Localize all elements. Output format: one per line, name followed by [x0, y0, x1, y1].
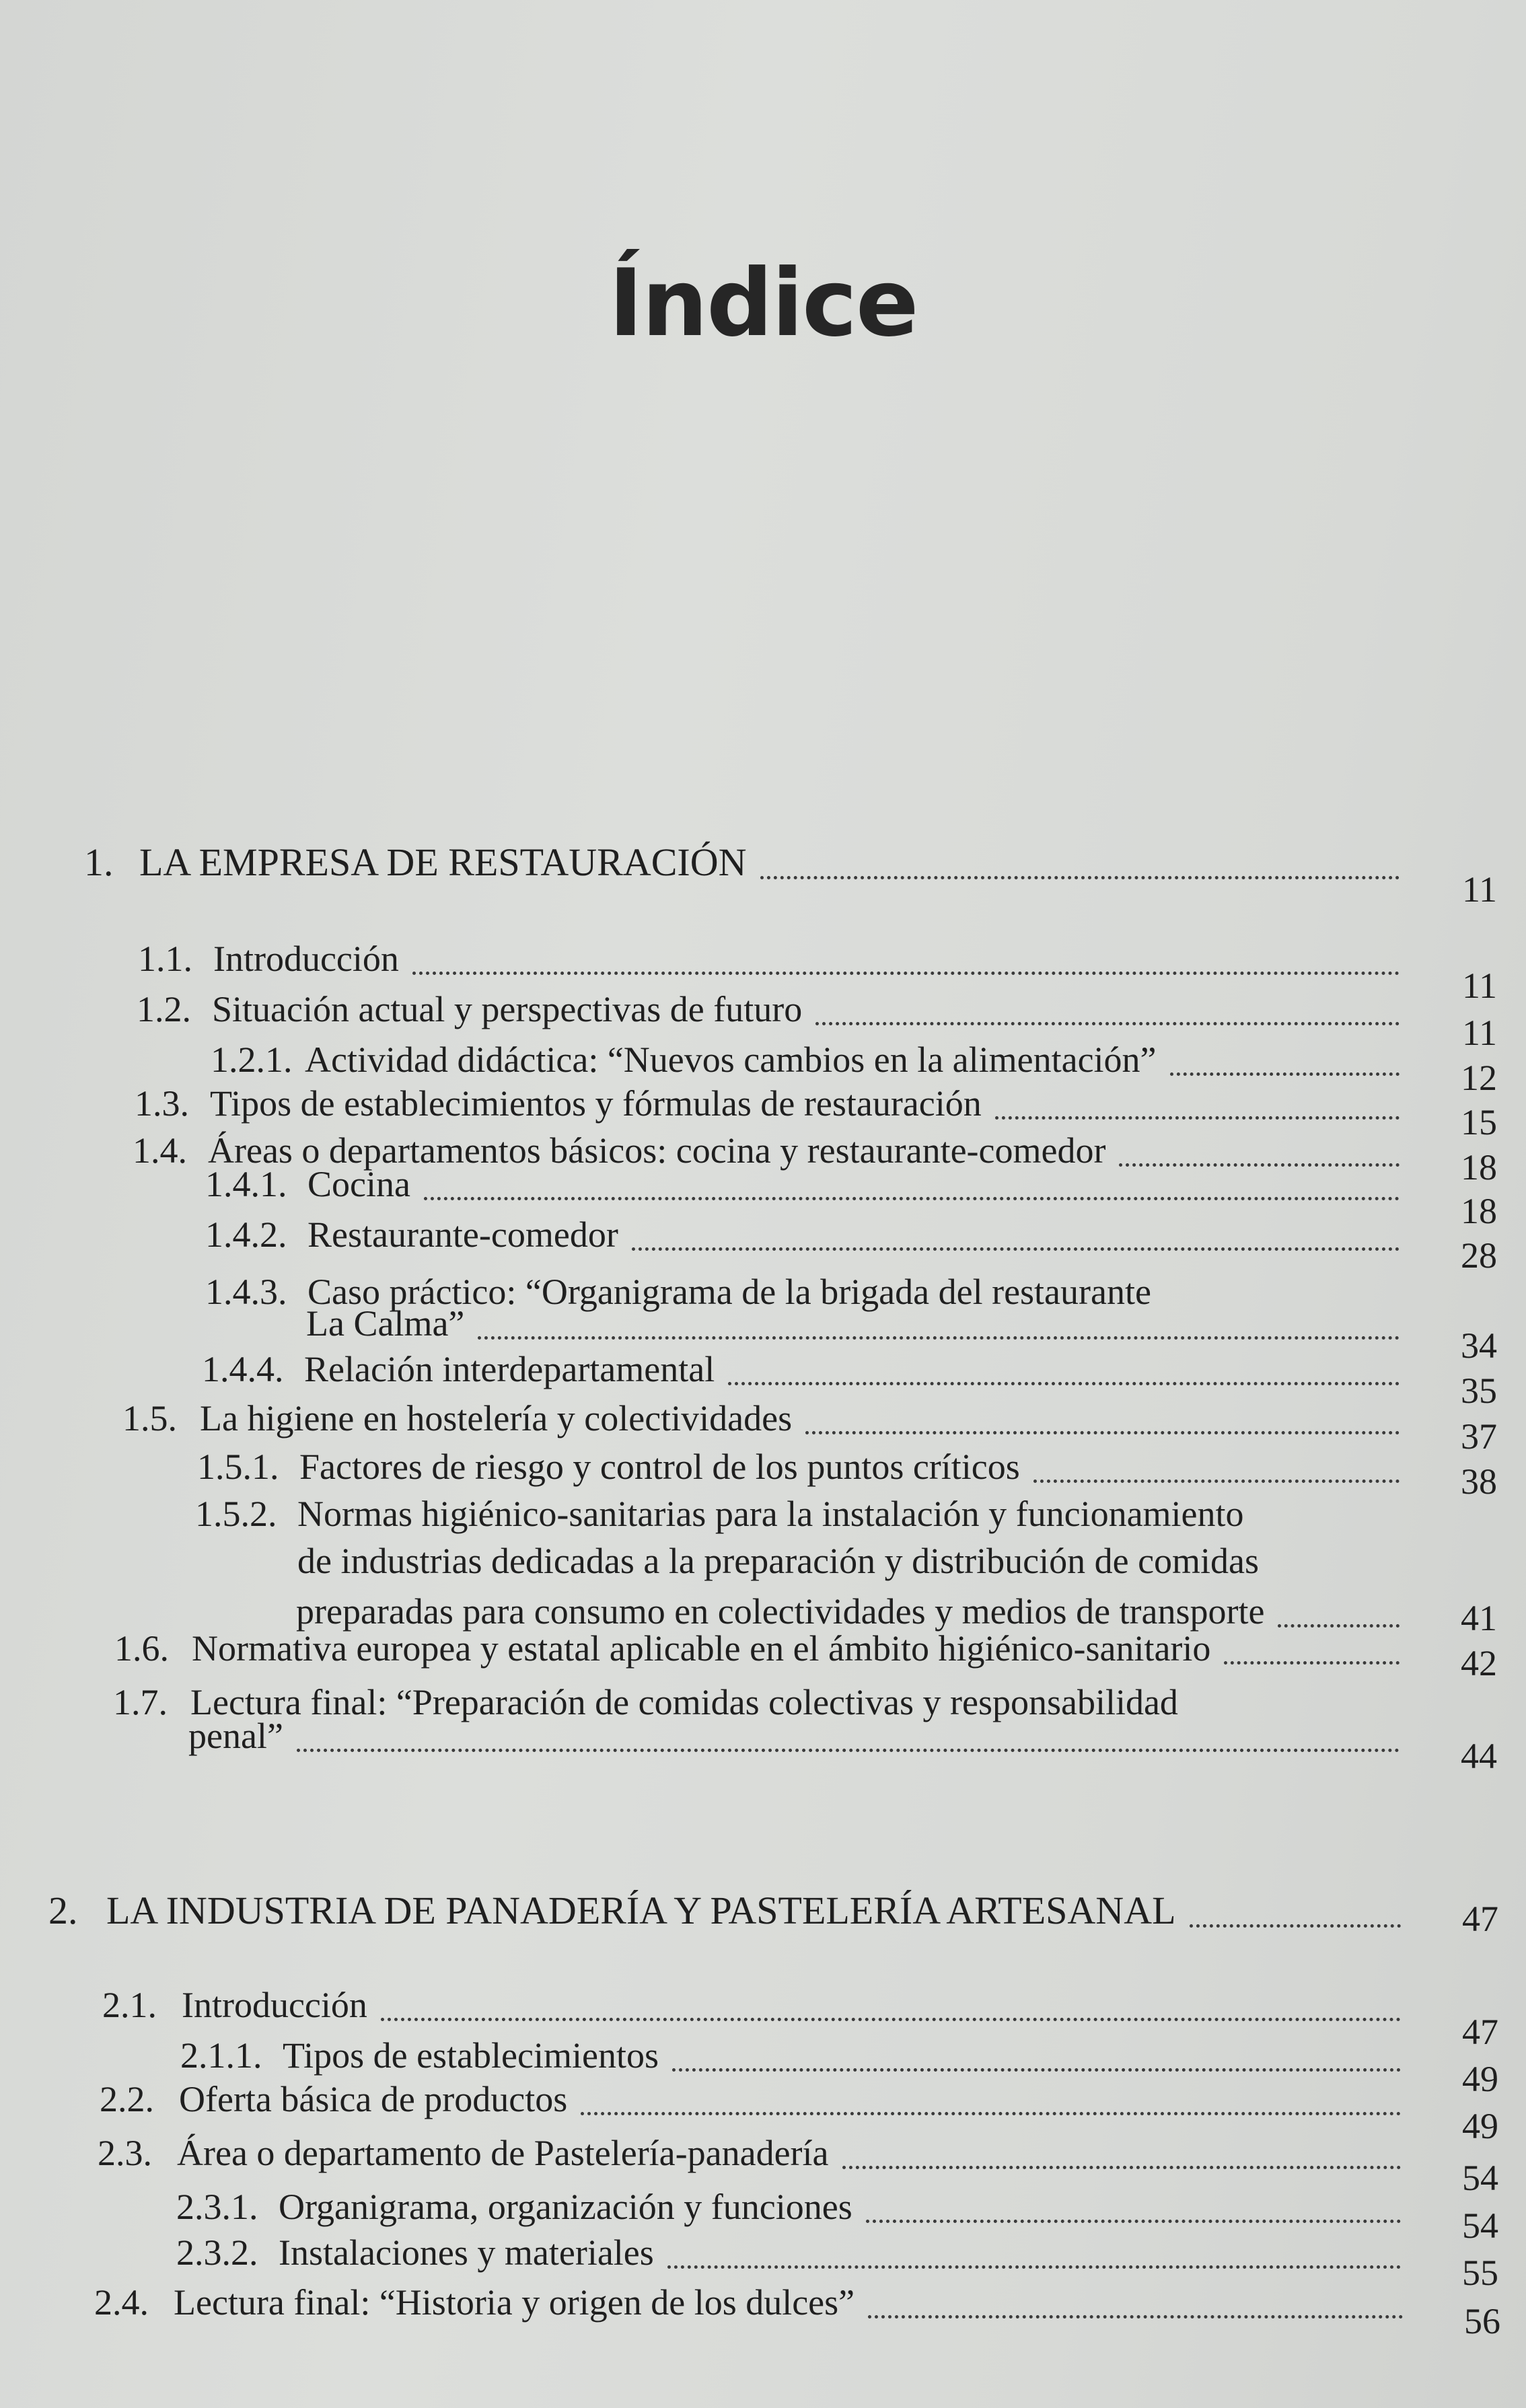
toc-label: Situación actual y perspectivas de futuro: [212, 989, 803, 1029]
toc-number: 1.5.: [122, 1398, 177, 1438]
toc-page-number: 38: [1461, 1461, 1497, 1502]
toc-leader: [632, 1247, 1400, 1251]
toc-label: LA INDUSTRIA DE PANADERÍA Y PASTELERÍA ARTESANAL: [106, 1889, 1176, 1932]
toc-leader: [1278, 1624, 1400, 1628]
toc-page-number: 47: [1462, 2012, 1498, 2052]
toc-leader: [728, 1382, 1400, 1385]
toc-page-number: 11: [1462, 869, 1497, 910]
toc-leader: [1170, 1072, 1400, 1076]
toc-number: 1.5.2.: [195, 1494, 277, 1534]
toc-page-number: 12: [1461, 1058, 1497, 1098]
toc-leader: [424, 1197, 1400, 1200]
toc-page-number: 11: [1462, 965, 1497, 1006]
toc-number: 2.2.: [100, 2079, 154, 2119]
toc-page-number: 47: [1462, 1899, 1498, 1939]
toc-label: Área o departamento de Pastelería-panadería: [177, 2133, 829, 2173]
toc-page-number: 34: [1461, 1325, 1497, 1366]
toc-page-number: 49: [1462, 2059, 1498, 2099]
toc-number: 1.1.: [138, 939, 192, 979]
page-title: Índice: [608, 249, 918, 357]
toc-number: 1.4.1.: [205, 1164, 287, 1204]
toc-number: 2.4.: [94, 2282, 149, 2323]
toc-label: Cocina: [307, 1164, 410, 1204]
toc-leader: [815, 1022, 1400, 1025]
toc-number: 2.1.1.: [180, 2035, 262, 2076]
toc-label-continued: penal”: [188, 1716, 283, 1756]
toc-page-number: 56: [1464, 2301, 1500, 2341]
toc-page-number: 18: [1461, 1191, 1497, 1231]
toc-leader: [478, 1336, 1400, 1340]
toc-number: 2.3.1.: [176, 2187, 258, 2227]
toc-number: 2.3.: [98, 2133, 152, 2173]
toc-leader: [412, 972, 1400, 975]
toc-label: Introducción: [182, 1985, 367, 2025]
toc-label: Tipos de establecimientos: [283, 2035, 659, 2076]
toc-label: La higiene en hostelería y colectividades: [200, 1398, 793, 1438]
toc-leader: [760, 876, 1400, 879]
toc-page-number: 18: [1461, 1147, 1497, 1188]
toc-label: Normas higiénico-sanitarias para la instalación y funcionamiento: [297, 1494, 1244, 1534]
toc-number: 1.4.: [133, 1130, 187, 1171]
toc-number: 1.4.4.: [202, 1349, 284, 1389]
toc-number: 1.5.1.: [197, 1447, 279, 1487]
toc-page-number: 28: [1461, 1235, 1497, 1276]
toc-page-number: 55: [1462, 2253, 1498, 2293]
toc-label: Caso práctico: “Organigrama de la brigada del restaurante: [307, 1272, 1151, 1312]
toc-page-number: 54: [1462, 2205, 1498, 2246]
toc-page-number: 11: [1462, 1013, 1497, 1053]
toc-label: Tipos de establecimientos y fórmulas de restauración: [210, 1083, 982, 1124]
toc-page-number: 37: [1461, 1416, 1497, 1457]
toc-leader: [1190, 1924, 1401, 1928]
toc-label: Introducción: [213, 939, 399, 979]
toc-leader: [1033, 1480, 1400, 1483]
toc-number: 1.2.: [137, 989, 191, 1029]
toc-label-continued: preparadas para consumo en colectividades y medios de transporte: [296, 1591, 1265, 1632]
toc-number: 2.3.2.: [176, 2232, 258, 2273]
toc-page-number: 42: [1461, 1643, 1497, 1683]
toc-number: 2.: [48, 1889, 78, 1932]
toc-label: Lectura final: “Preparación de comidas colectivas y responsabilidad: [190, 1682, 1178, 1722]
toc-leader: [1224, 1661, 1400, 1665]
toc-label-continued: de industrias dedicadas a la preparación y distribución de comidas: [297, 1541, 1260, 1581]
toc-number: 1.4.2.: [205, 1214, 287, 1255]
toc-page-number: 15: [1461, 1102, 1497, 1142]
toc-leader: [581, 2112, 1401, 2115]
toc-page-number: 49: [1462, 2106, 1498, 2146]
toc-number: 1.4.3.: [205, 1272, 287, 1312]
toc-label: Normativa europea y estatal aplicable en el ámbito higiénico-sanitario: [192, 1628, 1211, 1669]
toc-number: 1.3.: [135, 1083, 189, 1124]
toc-page-number: 35: [1461, 1371, 1497, 1411]
toc-label: Lectura final: “Historia y origen de los dulces”: [174, 2282, 855, 2323]
toc-label: Oferta básica de productos: [179, 2079, 568, 2119]
toc-leader: [667, 2265, 1401, 2269]
toc-page-number: 44: [1461, 1736, 1497, 1776]
toc-leader: [842, 2166, 1402, 2169]
toc-label-continued: La Calma”: [306, 1303, 465, 1344]
toc-number: 1.2.1.: [211, 1039, 293, 1080]
toc-number: 2.1.: [102, 1985, 157, 2025]
toc-label: Factores de riesgo y control de los puntos críticos: [299, 1447, 1020, 1487]
toc-label: Actividad didáctica: “Nuevos cambios en la alimentación”: [305, 1039, 1157, 1080]
toc-page-number: 54: [1462, 2158, 1498, 2198]
toc-leader: [995, 1116, 1400, 1120]
toc-label: Restaurante-comedor: [307, 1214, 618, 1255]
toc-number: 1.: [84, 840, 114, 884]
toc-label: Relación interdepartamental: [304, 1349, 715, 1389]
toc-leader: [381, 2018, 1401, 2021]
toc-label: Organigrama, organización y funciones: [279, 2187, 852, 2227]
toc-number: 1.6.: [114, 1628, 169, 1669]
toc-label: Instalaciones y materiales: [279, 2232, 654, 2273]
toc-number: 1.7.: [113, 1682, 168, 1722]
toc-label: LA EMPRESA DE RESTAURACIÓN: [139, 840, 747, 884]
toc-leader: [868, 2315, 1403, 2319]
toc-page-number: 41: [1461, 1598, 1497, 1638]
toc-leader: [297, 1749, 1400, 1752]
toc-leader: [866, 2220, 1401, 2223]
toc-leader: [672, 2068, 1401, 2072]
toc-label: Áreas o departamentos básicos: cocina y restaurante-comedor: [208, 1130, 1106, 1171]
toc-leader: [805, 1431, 1400, 1434]
